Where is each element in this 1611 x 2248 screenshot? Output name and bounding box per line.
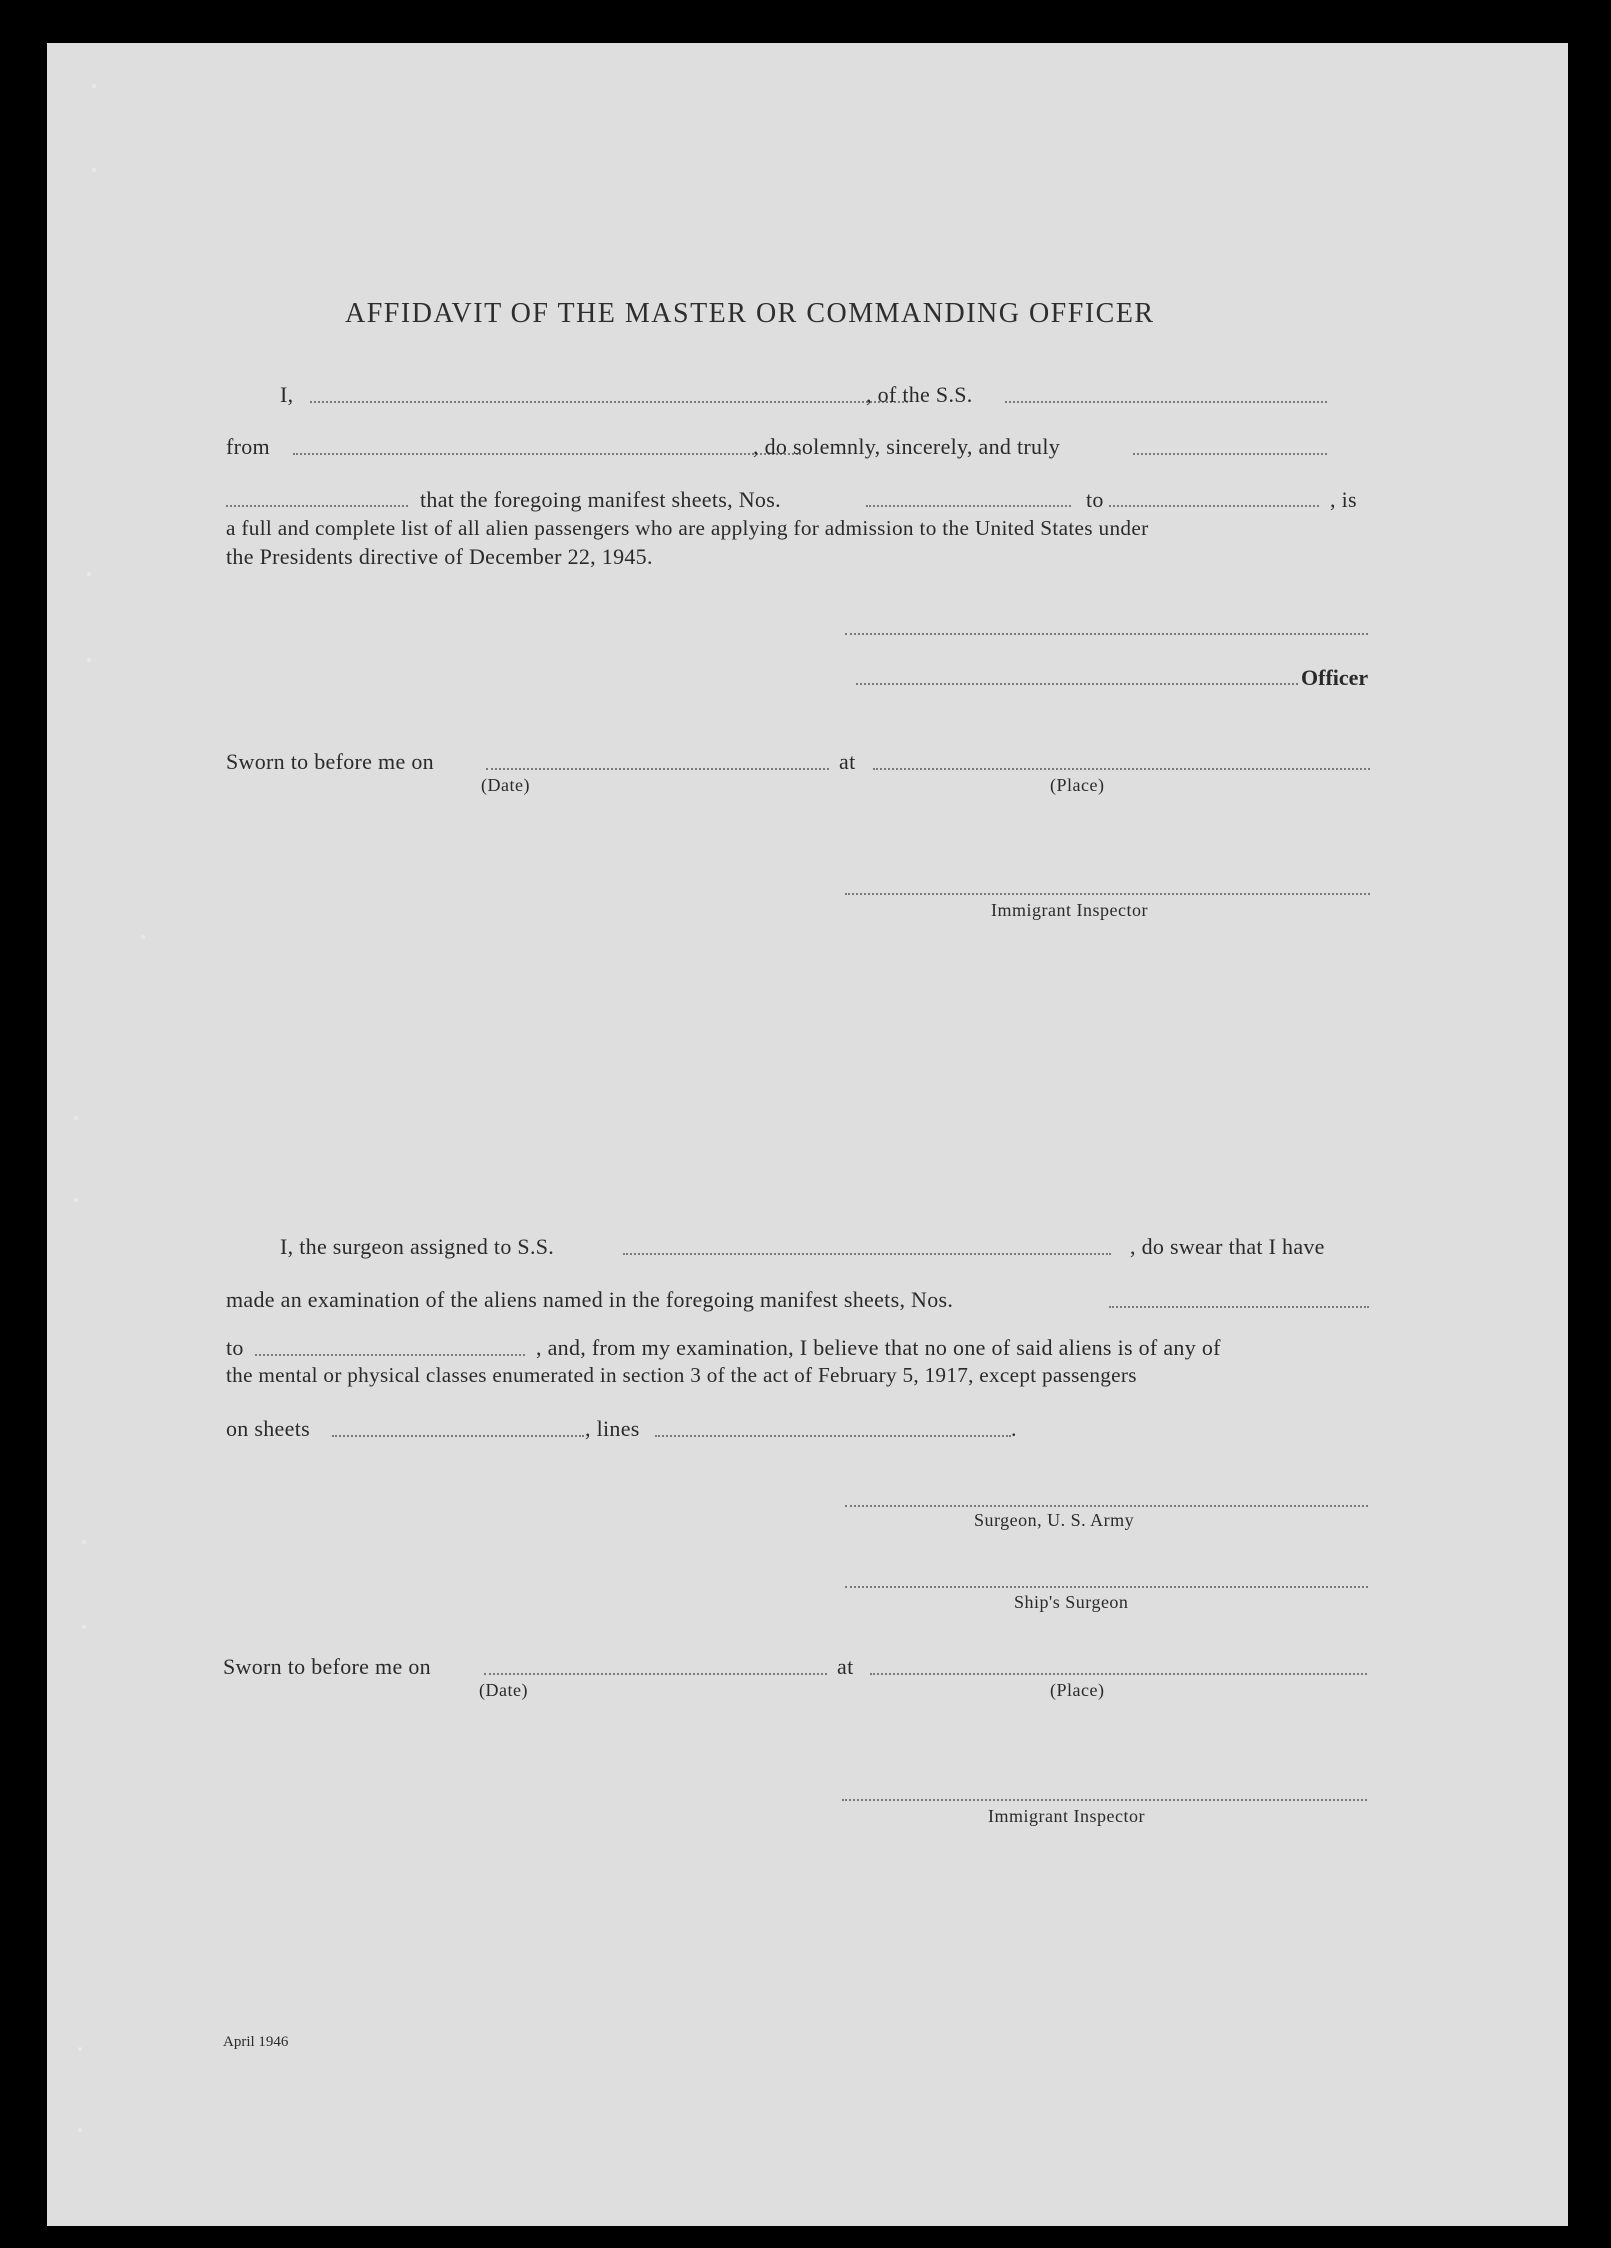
surgeon-sworn-date-field[interactable] bbox=[484, 1673, 827, 1675]
master-solemnly-text: , do solemnly, sincerely, and truly bbox=[753, 434, 1061, 459]
surgeon-line2-text: made an examination of the aliens named in the foregoing manifest sheets, Nos. bbox=[226, 1287, 954, 1312]
surgeon-on-sheets-label: on sheets bbox=[226, 1416, 310, 1441]
master-foregoing-text: that the foregoing manifest sheets, Nos. bbox=[420, 487, 781, 512]
scan-speck bbox=[82, 1540, 86, 1544]
surgeon-line3-text: , and, from my examination, I believe that no one of said aliens is of any of bbox=[536, 1335, 1221, 1360]
master-i-label: I, bbox=[280, 382, 294, 407]
scan-speck bbox=[141, 935, 145, 939]
surgeon-sheets-to-field[interactable] bbox=[255, 1354, 525, 1356]
master-declare-field[interactable] bbox=[226, 505, 408, 507]
master-inspector-caption: Immigrant Inspector bbox=[991, 900, 1148, 920]
scan-speck bbox=[82, 1625, 86, 1629]
scan-speck bbox=[87, 572, 91, 576]
master-date-caption: (Date) bbox=[481, 775, 530, 795]
surgeon-inspector-signature-line[interactable] bbox=[842, 1799, 1367, 1801]
master-to-label: to bbox=[1086, 487, 1104, 512]
surgeon-line1-text: I, the surgeon assigned to S.S. bbox=[280, 1234, 555, 1259]
surgeon-at-label: at bbox=[837, 1654, 854, 1679]
master-sheets-to-field[interactable] bbox=[1109, 505, 1319, 507]
surgeon-lines-field[interactable] bbox=[655, 1435, 1011, 1437]
surgeon-sheets-from-field[interactable] bbox=[1109, 1306, 1369, 1308]
master-ship-field[interactable] bbox=[1005, 401, 1327, 403]
master-place-caption: (Place) bbox=[1050, 775, 1105, 795]
scan-speck bbox=[92, 84, 96, 88]
ship-surgeon-caption: Ship's Surgeon bbox=[1014, 1592, 1129, 1612]
master-sworn-label: Sworn to before me on bbox=[226, 749, 434, 774]
scan-speck bbox=[78, 2047, 82, 2051]
master-of-ss-label: , of the S.S. bbox=[866, 382, 973, 407]
master-sworn-date-field[interactable] bbox=[486, 768, 829, 770]
master-from-field[interactable] bbox=[293, 453, 801, 455]
ship-surgeon-signature-line[interactable] bbox=[845, 1586, 1368, 1588]
scan-speck bbox=[92, 168, 96, 172]
affidavit-page bbox=[47, 43, 1568, 2226]
page-title: AFFIDAVIT OF THE MASTER OR COMMANDING OFFICER bbox=[345, 298, 1155, 329]
surgeon-period: . bbox=[1011, 1416, 1017, 1441]
officer-label: Officer bbox=[1301, 665, 1369, 690]
surgeon-line4-text: the mental or physical classes enumerated in section 3 of the act of February 5, 1917, except passengers bbox=[226, 1363, 1137, 1387]
scan-speck bbox=[74, 1198, 78, 1202]
master-name-field[interactable] bbox=[310, 401, 908, 403]
surgeon-ship-field[interactable] bbox=[623, 1253, 1111, 1255]
army-surgeon-signature-line[interactable] bbox=[845, 1505, 1368, 1507]
master-sheets-from-field[interactable] bbox=[866, 505, 1071, 507]
master-body-line4: the Presidents directive of December 22, 1945. bbox=[226, 544, 653, 569]
surgeon-sworn-place-field[interactable] bbox=[870, 1673, 1367, 1675]
master-signature-line[interactable] bbox=[845, 633, 1368, 635]
scan-speck bbox=[87, 658, 91, 662]
master-sworn-place-field[interactable] bbox=[873, 768, 1370, 770]
surgeon-to-label: to bbox=[226, 1335, 244, 1360]
master-from-label: from bbox=[226, 434, 270, 459]
scan-speck bbox=[74, 1116, 78, 1120]
army-surgeon-caption: Surgeon, U. S. Army bbox=[974, 1510, 1135, 1530]
surgeon-place-caption: (Place) bbox=[1050, 1680, 1105, 1700]
master-body-line3: a full and complete list of all alien passengers who are applying for admission to the United States under bbox=[226, 516, 1149, 540]
master-oath-field[interactable] bbox=[1133, 453, 1327, 455]
scan-speck bbox=[78, 2128, 82, 2132]
surgeon-lines-label: , lines bbox=[585, 1416, 640, 1441]
surgeon-date-caption: (Date) bbox=[479, 1680, 528, 1700]
form-date: April 1946 bbox=[223, 2034, 289, 2050]
surgeon-swear-text: , do swear that I have bbox=[1130, 1234, 1325, 1259]
surgeon-sworn-label: Sworn to before me on bbox=[223, 1654, 431, 1679]
officer-signature-line[interactable] bbox=[856, 683, 1298, 685]
master-inspector-signature-line[interactable] bbox=[845, 893, 1370, 895]
master-at-label: at bbox=[839, 749, 856, 774]
master-is-text: , is bbox=[1330, 487, 1357, 512]
surgeon-on-sheets-field[interactable] bbox=[332, 1435, 584, 1437]
surgeon-inspector-caption: Immigrant Inspector bbox=[988, 1806, 1145, 1826]
